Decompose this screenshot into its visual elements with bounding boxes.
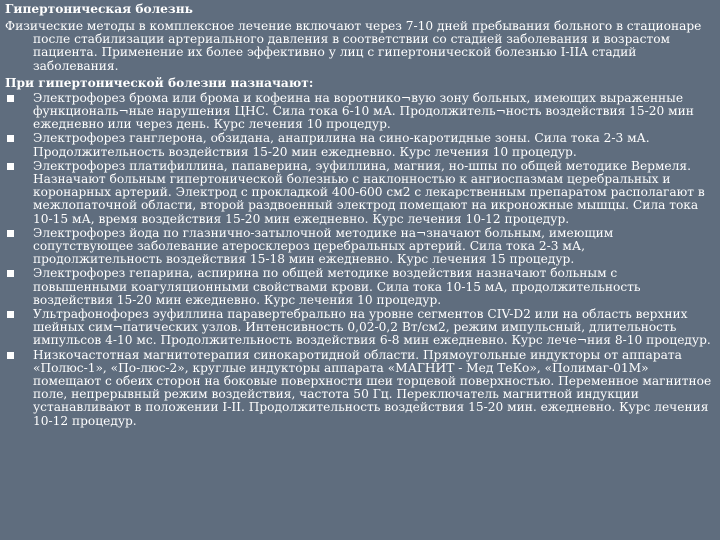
square-bullet-icon	[7, 95, 14, 102]
list-item	[5, 308, 714, 348]
list-item-text: Электрофорез брома или брома и кофеина на воротнико¬вую зону больных, имеющих выраженные функциональ¬ные нарушения ЦНС. Сила тока 6-10 мА. Продолжитель¬ность воздействия 15-20 мин ежедневно или через день. Курс лечения 10 процедур.	[33, 90, 694, 132]
square-bullet-icon	[7, 352, 14, 359]
square-bullet-icon	[7, 270, 14, 277]
square-bullet-icon	[7, 230, 14, 237]
list-item-text: Электрофорез йода по глазнично-затылочной методике на¬значают больным, имеющим сопутствующее заболевание атеросклероз церебральных артерий. Сила тока 2-3 мА, продолжительность воздействия 15-18 мин ежедневно. Курс лечения 15 процедур.	[33, 225, 614, 267]
square-bullet-icon	[7, 135, 14, 142]
page-title: Гипертоническая болезнь	[5, 2, 193, 16]
list-item-text: Низкочастотная магнитотерапия синокаротидной области. Прямоугольные индукторы от аппарата «Полюс-1», «По-люс-2», круглые индукторы аппарата «МАГНИТ - Мед ТеКо», «Полимаг-01М» помещают с обеих сторон на боковые поверхности шеи торцевой поверхностью. Переменное магнитное поле, непрерывный режим воздействия, частота 50 Гц. Переключатель магнитной индукции устанавливают в положении I-II. Продолжительность воздействия 15-20 мин. ежедневно. Курс лечения 10-12 процедур.	[33, 347, 712, 428]
list-item-text: Электрофорез ганглерона, обзидана, анаприлина на сино-каротидные зоны. Сила тока 2-3 мА. Продолжительность воздействия 15-20 мин ежедневно. Курс лечения 10 процедур.	[33, 131, 650, 159]
list-item	[5, 132, 714, 158]
square-bullet-icon	[7, 311, 14, 318]
treatment-list	[5, 92, 714, 428]
list-item	[5, 267, 714, 307]
list-item	[5, 227, 714, 267]
intro-paragraph: Физические методы в комплексное лечение включают через 7-10 дней пребывания больного в стационаре после стабилизации артериального давления в соответствии со стадией заболевания и возрастом пациента. Применение их более эффективно у лиц с гипертонической болезнью I-IIA стадий заболевания.	[5, 19, 702, 73]
section-subheading: При гипертонической болезни назначают:	[5, 75, 314, 90]
list-item	[5, 160, 714, 226]
square-bullet-icon	[7, 163, 14, 170]
list-item	[5, 92, 714, 132]
list-item-text: Электрофорез платифиллина, папаверина, эуфиллина, магния, но-шпы по общей методике Вермеля. Назначают больным гипертонической болезнью с наклонностью к ангиоспазмам церебральных и коронарных артерий. Электрод с прокладкой 400-600 см2 с лекарственным препаратом располагают в межлопаточной области, второй раздвоенный электрод помещают на икроножные мышцы. Сила тока 10-15 мА, время воздействия 15-20 мин ежедневно. Курс лечения 10-12 процедур.	[33, 158, 705, 226]
list-item-text: Электрофорез гепарина, аспирина по общей методике воздействия назначают больным с повышенными коагуляционными свойствами крови. Сила тока 10-15 мА, продолжительность воздействия 15-20 мин ежедневно. Курс лечения 10 процедур.	[33, 266, 641, 307]
list-item	[5, 349, 714, 428]
list-item-text: Ультрафонофорез эуфиллина паравертебрально на уровне сегментов CIV-D2 или на область верхних шейных сим¬патических узлов. Интенсивность 0,02-0,2 Вт/см2, режим импульсный, длительность импульсов 4-10 мс. Продолжительность воздействия 6-8 мин ежедневно. Курс лече¬ния 8-10 процедур.	[33, 307, 711, 348]
